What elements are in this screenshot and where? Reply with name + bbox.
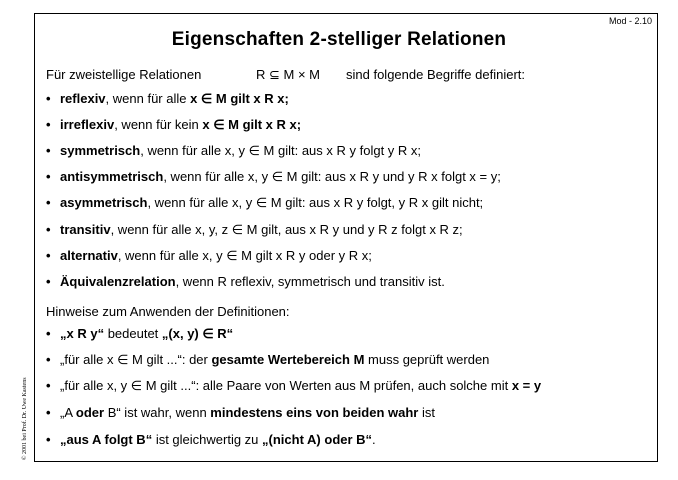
definition-aequivalenzrelation <box>46 274 445 290</box>
definition-expr: x, y, z ∈ M gilt, aus x R y und y R z folgt x R z; <box>195 222 463 237</box>
definition-term: irreflexiv <box>60 117 115 132</box>
definition-text: , wenn für alle <box>147 195 232 210</box>
definition-term: transitiv <box>60 222 111 237</box>
page-title: Eigenschaften 2-stelliger Relationen <box>171 29 507 50</box>
hint-item <box>46 432 376 448</box>
hint-item <box>46 378 541 394</box>
definition-text: , wenn für kein <box>114 117 203 132</box>
definition-expr: x, y ∈ M gilt: aus x R y und y R x folgt x = y; <box>247 169 501 184</box>
definition-term: reflexiv <box>60 91 106 106</box>
definition-text: , wenn für alle <box>117 248 203 263</box>
definition-text: , wenn für alle <box>140 143 225 158</box>
hint-text: „für alle x, y ∈ M gilt ...“: alle Paare von Werten aus M prüfen, auch solche mit <box>60 378 512 393</box>
definition-term: antisymmetrisch <box>60 169 164 184</box>
definition-expr: x, y ∈ M gilt: aus x R y folgt y R x; <box>224 143 422 158</box>
hint-text: „für alle x ∈ M gilt ...“: der <box>60 352 212 367</box>
bullet: • <box>46 405 51 420</box>
bullet: • <box>46 169 51 184</box>
definition-symmetrisch <box>46 143 421 159</box>
definition-irreflexiv <box>46 117 301 133</box>
definition-term: Äquivalenzrelation <box>60 274 176 289</box>
intro-relation: R ⊆ M × M <box>256 67 320 82</box>
bullet: • <box>46 248 51 263</box>
definition-text: , wenn für alle <box>110 222 196 237</box>
hint-bold: „(nicht A) oder B“ <box>262 432 373 447</box>
hint-text: „A <box>60 405 76 420</box>
hint-bold: x = y <box>511 378 542 393</box>
definition-text: , wenn für alle <box>105 91 191 106</box>
bullet: • <box>46 222 51 237</box>
copyright: © 2001 bei Prof. Dr. Uwe Kastens <box>22 377 28 460</box>
hint-bold: mindestens eins von beiden wahr <box>210 405 419 420</box>
hint-text: muss geprüft werden <box>364 352 490 367</box>
definition-text: , wenn R reflexiv, symmetrisch und transitiv ist. <box>175 274 445 289</box>
hint-text: . <box>372 432 376 447</box>
definition-text: , wenn für alle <box>163 169 248 184</box>
hint-bold: „(x, y) ∈ R“ <box>161 326 234 341</box>
hint-text: bedeutet <box>104 326 162 341</box>
hint-text: B“ ist wahr, wenn <box>104 405 211 420</box>
definition-expr: x ∈ M gilt x R x; <box>190 91 289 106</box>
hint-item <box>46 326 233 342</box>
intro-tail: sind folgende Begriffe definiert: <box>346 67 525 82</box>
bullet: • <box>46 91 51 106</box>
definition-expr: x, y ∈ M gilt: aus x R y folgt, y R x gilt nicht; <box>232 195 484 210</box>
hint-item <box>46 405 435 421</box>
definition-term: symmetrisch <box>60 143 141 158</box>
definition-asymmetrisch <box>46 195 483 211</box>
hint-bold: „x R y“ <box>60 326 105 341</box>
hint-text: ist <box>418 405 435 420</box>
bullet: • <box>46 274 51 289</box>
hint-bold: „aus A folgt B“ <box>60 432 153 447</box>
bullet: • <box>46 326 51 341</box>
intro-lead: Für zweistellige Relationen <box>46 67 202 82</box>
hint-text: ist gleichwertig zu <box>152 432 263 447</box>
definition-antisymmetrisch <box>46 169 501 185</box>
hint-bold: oder <box>75 405 105 420</box>
intro-line <box>46 67 525 82</box>
definition-alternativ <box>46 248 372 264</box>
bullet: • <box>46 352 51 367</box>
hint-bold: gesamte Wertebereich M <box>211 352 365 367</box>
definition-reflexiv <box>46 91 289 107</box>
definition-transitiv <box>46 222 463 238</box>
bullet: • <box>46 432 51 447</box>
definition-expr: x ∈ M gilt x R x; <box>202 117 302 132</box>
definition-term: alternativ <box>60 248 118 263</box>
bullet: • <box>46 378 51 393</box>
bullet: • <box>46 143 51 158</box>
bullet: • <box>46 195 51 210</box>
definition-term: asymmetrisch <box>60 195 148 210</box>
bullet: • <box>46 117 51 132</box>
hint-item <box>46 352 489 368</box>
slide-id: Mod - 2.10 <box>608 16 652 26</box>
hints-heading: Hinweise zum Anwenden der Definitionen: <box>46 304 290 319</box>
definition-expr: x, y ∈ M gilt x R y oder y R x; <box>202 248 372 263</box>
